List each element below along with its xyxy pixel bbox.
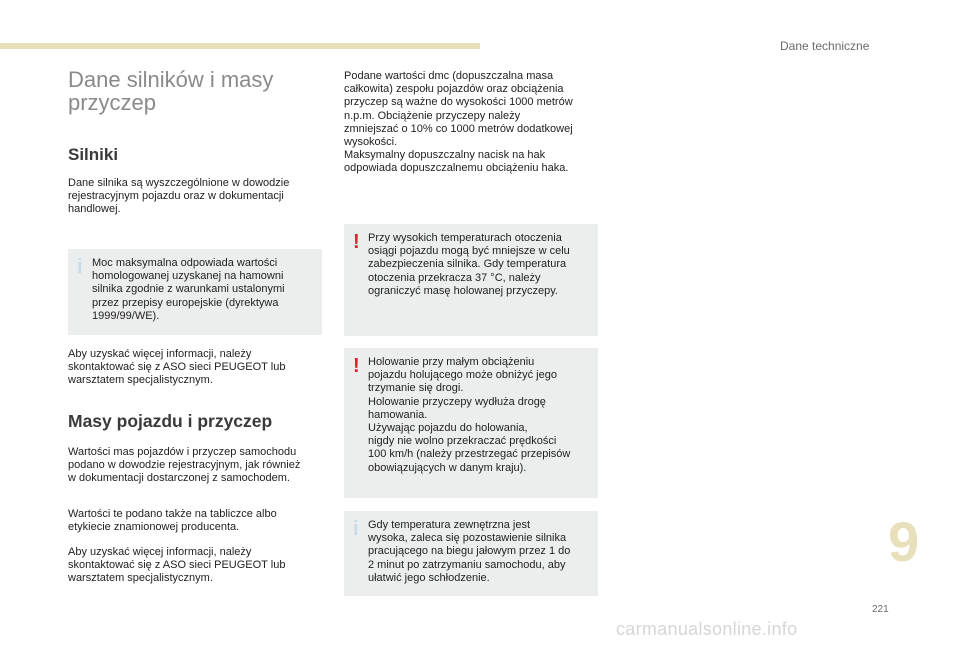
info-box-schlodzenie-text: Gdy temperatura zewnętrzna jest wysoka, zaleca się pozostawienie silnika pracującego na biegu jałowym przez 1 do 2 minut po zatrzymaniu samochodu, aby ułatwić jego schłodzenie. [368, 519, 571, 584]
section-label: Dane techniczne [780, 39, 870, 53]
silniki-text: Dane silnika są wyszczególnione w dowodzie rejestracyjnym pojazdu oraz w dokumentacji handlowej. [68, 177, 290, 216]
info-icon: i [353, 518, 359, 540]
watermark: carmanualsonline.info [616, 619, 798, 639]
warning-box-temperatura-text: Przy wysokich temperaturach otoczenia osiągi pojazdu mogą być mniejsze w celu zabezpieczenia silnika. Gdy temperatura otoczenia przekracza 37 °C, należy ograniczyć masę holowanej przyczepy. [368, 232, 570, 297]
info-icon: i [77, 256, 83, 278]
tabliczka-text: Wartości te podano także na tabliczce albo etykiecie znamionowej producenta. [68, 508, 277, 534]
page-number: 221 [872, 604, 889, 615]
info-box-schlodzenie [344, 511, 598, 596]
info-box-moc [68, 249, 322, 335]
heading-silniki: Silniki [68, 145, 119, 164]
heading-masy: Masy pojazdu i przyczep [68, 411, 273, 431]
header-accent-bar [0, 43, 480, 49]
more-info-text-1: Aby uzyskać więcej informacji, należy skontaktować się z ASO sieci PEUGEOT lub warsztatem specjalistycznym. [68, 348, 286, 387]
info-box-moc-text: Moc maksymalna odpowiada wartości homologowanej uzyskanej na hamowni silnika zgodnie z warunkami ustalonymi przez przepisy europejskie (dyrektywa 1999/99/WE). [92, 257, 285, 322]
warning-box-holowanie-text: Holowanie przy małym obciążeniu pojazdu holującego może obniżyć jego trzymanie się drogi. Holowanie przyczepy wydłuża drogę hamowania. Używając pojazdu do holowania, nigdy nie wolno przekraczać prędkości 100 km/h (należy przestrzegać przepisów obowiązujących w danym kraju). [368, 356, 571, 474]
more-info-text-2: Aby uzyskać więcej informacji, należy skontaktować się z ASO sieci PEUGEOT lub warsztatem specjalistycznym. [68, 546, 286, 585]
chapter-number: 9 [888, 510, 920, 573]
masy-text: Wartości mas pojazdów i przyczep samochodu podano w dowodzie rejestracyjnym, jak również w dokumentacji dostarczonej z samochodem. [68, 446, 301, 485]
warning-icon: ! [353, 355, 360, 377]
dmc-text: Podane wartości dmc (dopuszczalna masa całkowita) zespołu pojazdów oraz obciążenia przyczep są ważne do wysokości 1000 metrów n.p.m. Obciążenie przyczepy należy zmniejszać o 10% co 1000 metrów dodatkowej wysokości. Maksymalny dopuszczalny nacisk na hak odpowiada dopuszczalnemu obciążeniu haka. [344, 70, 573, 175]
page-title: Dane silników i masy przyczep [68, 67, 274, 115]
warning-box-temperatura [344, 224, 598, 336]
warning-box-holowanie [344, 348, 598, 498]
warning-icon: ! [353, 231, 360, 253]
